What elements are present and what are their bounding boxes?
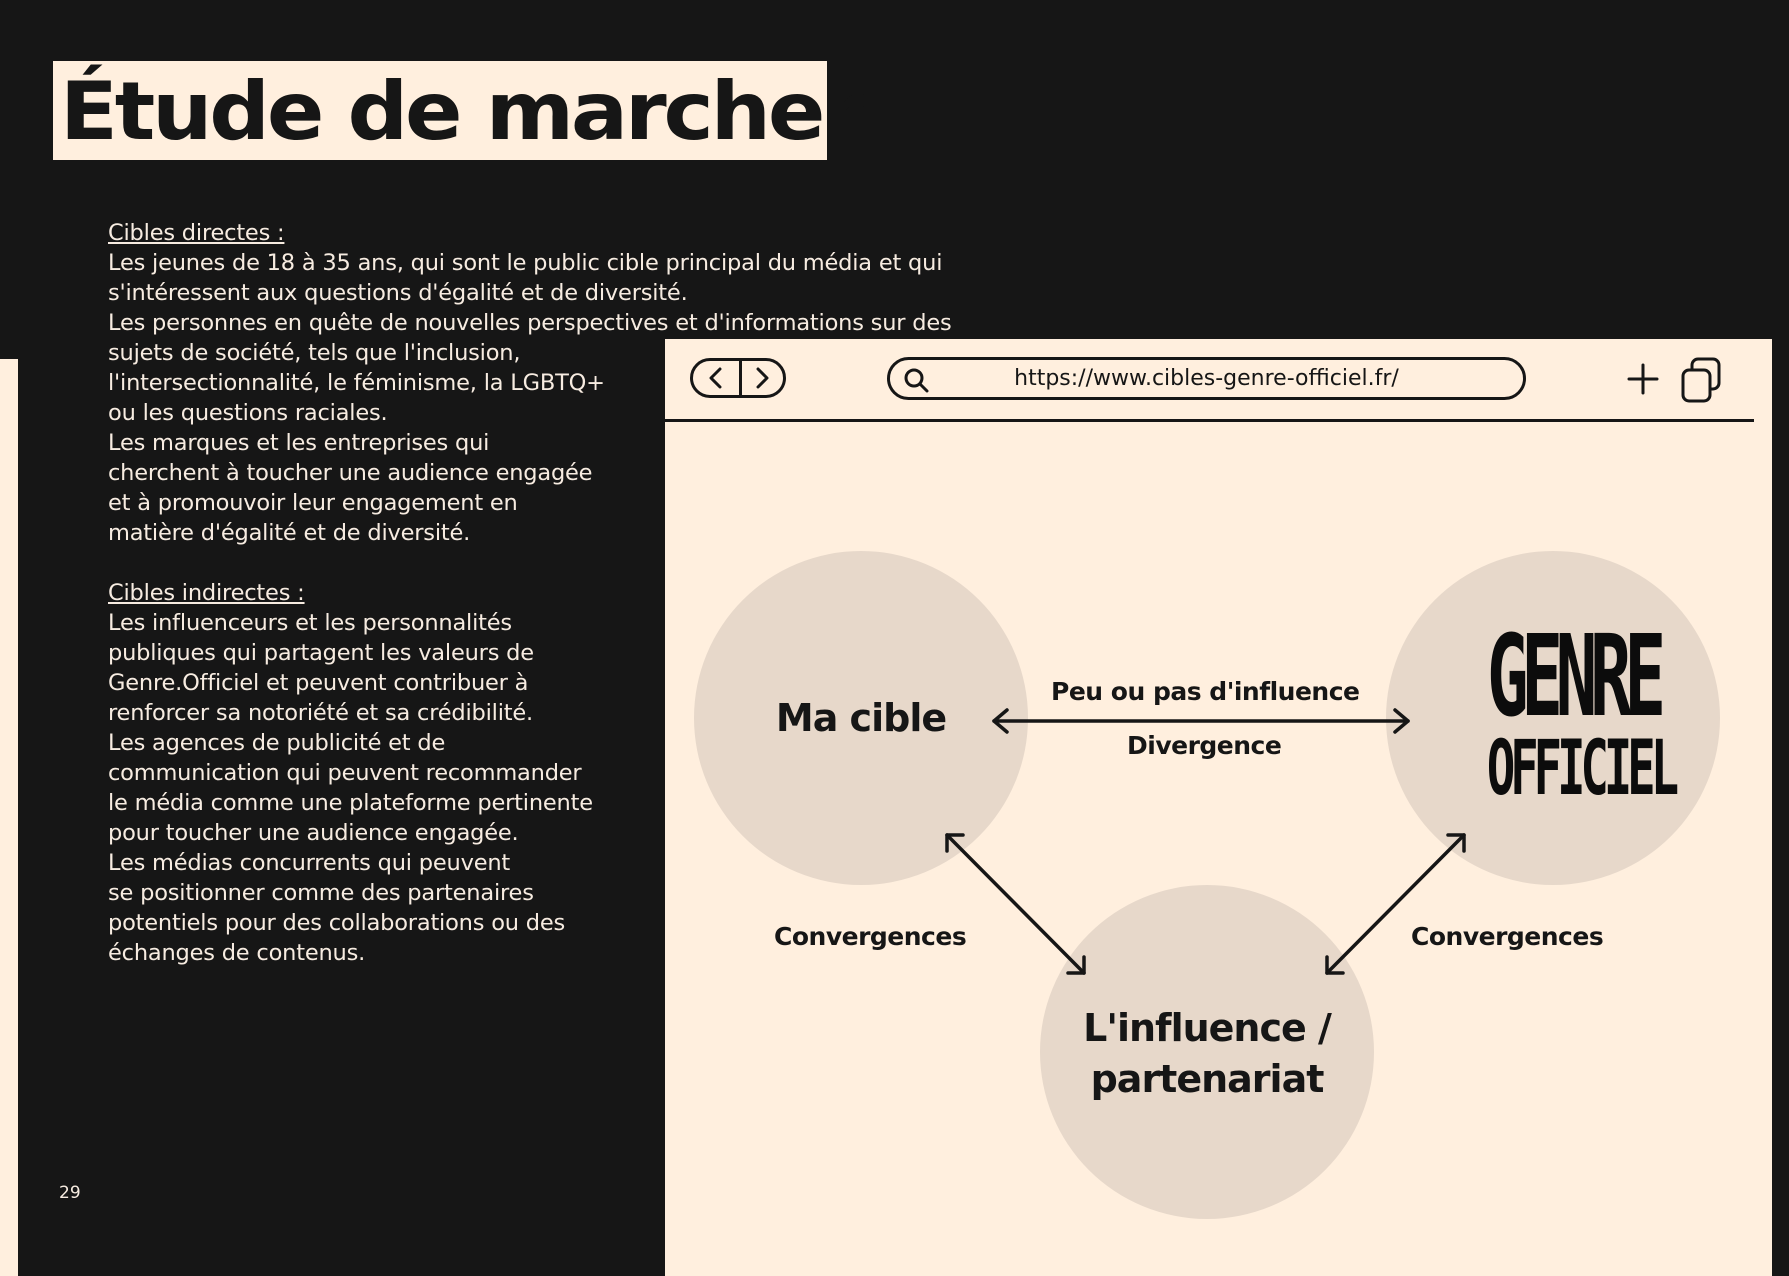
chevron-left-icon[interactable] [705,367,727,389]
edge-label-convergences-right: Convergences [1411,922,1604,951]
chevron-right-icon[interactable] [751,367,773,389]
partner-node [1040,885,1374,1219]
brand-node [1386,551,1720,885]
direct-targets-heading: Cibles directes : [108,220,285,246]
target-node-label: Ma cible [775,696,947,740]
logo-line-1: GENRE [1486,612,1659,742]
page-title: Étude de marcher [60,65,861,158]
direct-targets-text: Les jeunes de 18 à 35 ans, qui sont le public cible principal du média et qui s'intéressent aux questions d'égalité et de diversité. Les personnes en quête de nouvelles perspectives et d'informations sur des sujets de société, tels que l'inclusion, l'intersectionnalité, le féminisme, la LGBTQ+ ou les questions raciales. Les marques et les entreprises qui cherchent à toucher une audience engagée et à promouvoir leur engagement en matière d'égalité et de diversité. [108,250,952,546]
page-number: 29 [59,1183,81,1203]
edge-label-divergence: Divergence [1127,731,1282,760]
genre-officiel-logo [1446,612,1675,812]
url-text: https://www.cibles-genre-officiel.fr/ [1014,366,1399,391]
edge-label-influence: Peu ou pas d'influence [1051,677,1360,706]
plus-icon[interactable] [1626,362,1660,396]
logo-line-2: OFFICIEL [1486,723,1675,812]
indirect-targets-text: Les influenceurs et les personnalités publiques qui partagent les valeurs de Genre.Officiel et peuvent contribuer à renforcer sa notoriété et sa crédibilité. Les agences de publicité et de communication qui peuvent recommander le média comme une plateforme pertinente pour toucher une audience engagée. Les médias concurrents qui peuvent se positionner comme des partenaires potentiels pour des collaborations ou des échanges de contenus. [108,610,593,966]
url-bar[interactable] [887,357,1526,400]
nav-divider [739,361,742,395]
partner-node-label: L'influence / partenariat [1083,1006,1331,1101]
browser-nav-buttons [690,358,786,398]
target-node [694,551,1028,885]
indirect-targets-heading: Cibles indirectes : [108,580,305,606]
left-decorative-strip [0,359,18,1276]
browser-toolbar-divider [665,419,1754,422]
edge-label-convergences-left: Convergences [774,922,967,951]
tabs-icon[interactable] [1680,356,1722,404]
